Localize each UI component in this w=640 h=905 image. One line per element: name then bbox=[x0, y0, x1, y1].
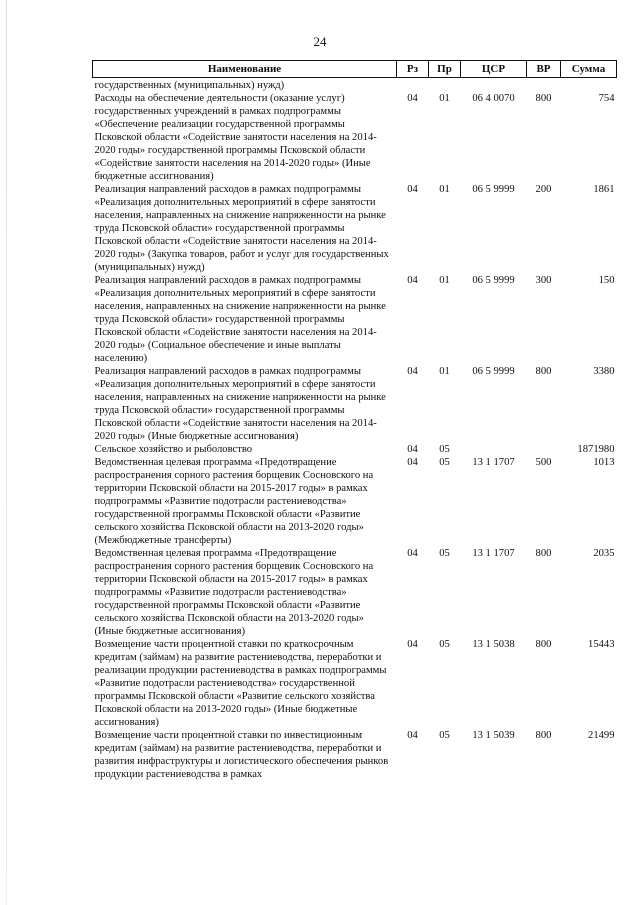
row-sum bbox=[561, 78, 617, 93]
row-sum: 1871980 bbox=[577, 444, 615, 455]
row-name: государственных (муниципальных) нужд) bbox=[94, 80, 285, 91]
row-name: Расходы на обеспечение деятельности (оказание услуг) государственных учреждений в рамках подпрограммы «Обеспечение реализации государственной программы Псковской области «Содействие занятости населения на 2014-2020 годы» государственной программы Псковской области «Содействие занятости населения на 2014-2020 годы» (Иные бюджетные ассигнования) bbox=[94, 93, 377, 182]
row-name: Возмещение части процентной ставки по краткосрочным кредитам (займам) на развитие растениеводства, переработки и реализации продукции растениеводства в рамках подпрограммы «Развитие подотрасли растениеводства» государственной программы Псковской области «Развитие сельского хозяйства Псковской области на 2013-2020 годы» (Иные бюджетные ассигнования) bbox=[94, 639, 387, 728]
header-row bbox=[93, 61, 617, 78]
row-pr: 01 bbox=[439, 93, 450, 104]
row-sum: 150 bbox=[598, 275, 615, 286]
page-number: 24 bbox=[313, 34, 327, 49]
row-sum: 15443 bbox=[588, 639, 615, 650]
row-vr bbox=[527, 78, 561, 93]
scan-edge-mark bbox=[6, 0, 7, 905]
table-row bbox=[93, 92, 617, 183]
row-rz: 04 bbox=[407, 730, 418, 741]
table-row bbox=[93, 274, 617, 365]
row-sum: 21499 bbox=[588, 730, 615, 741]
header-csr: ЦСР bbox=[461, 61, 527, 78]
row-name: Ведомственная целевая программа «Предотвращение распространения сорного растения борщевик Сосновского на территории Псковской области на 2015-2017 годы» в рамках подпрограммы «Развитие подотрасли растениеводства» государственной программы Псковской области «Развитие сельского хозяйства Псковской области на 2013-2020 годы» (Межбюджетные трансферты) bbox=[94, 457, 374, 546]
row-rz: 04 bbox=[407, 457, 418, 468]
row-name: Реализация направлений расходов в рамках подпрограммы «Реализация дополнительных мероприятий в сфере занятости населения, направленных на снижение напряженности на рынке труда Псковской области» государственной программы Псковской области «Содействие занятости населения на 2014-2020 годы» (Иные бюджетные ассигнования) bbox=[94, 366, 386, 442]
row-sum: 3380 bbox=[593, 366, 615, 377]
row-rz: 04 bbox=[407, 93, 418, 104]
row-sum: 1861 bbox=[593, 184, 615, 195]
row-csr bbox=[461, 78, 527, 93]
row-csr: 13 1 1707 bbox=[472, 457, 515, 468]
row-pr: 05 bbox=[439, 639, 450, 650]
row-vr bbox=[527, 443, 561, 456]
row-vr: 800 bbox=[535, 93, 552, 104]
row-name: Реализация направлений расходов в рамках подпрограммы «Реализация дополнительных мероприятий в сфере занятости населения, направленных на снижение напряженности на рынке труда Псковской области» государственной программы Псковской области «Содействие занятости населения на 2014-2020 годы» (Закупка товаров, работ и услуг для государственных (муниципальных) нужд) bbox=[94, 184, 389, 273]
row-vr: 800 bbox=[535, 548, 552, 559]
row-sum: 2035 bbox=[593, 548, 615, 559]
row-pr: 05 bbox=[439, 444, 450, 455]
row-pr: 05 bbox=[439, 457, 450, 468]
row-pr: 05 bbox=[439, 548, 450, 559]
row-rz: 04 bbox=[407, 366, 418, 377]
row-csr: 13 1 5039 bbox=[472, 730, 515, 741]
row-pr: 01 bbox=[439, 275, 450, 286]
table-header bbox=[93, 61, 617, 78]
table-row bbox=[93, 183, 617, 274]
row-pr bbox=[429, 78, 461, 93]
table-body bbox=[93, 78, 617, 782]
row-vr: 200 bbox=[535, 184, 552, 195]
row-sum: 754 bbox=[598, 93, 615, 104]
row-rz bbox=[397, 78, 429, 93]
row-rz: 04 bbox=[407, 639, 418, 650]
budget-table-container bbox=[92, 60, 616, 781]
row-name: Реализация направлений расходов в рамках подпрограммы «Реализация дополнительных мероприятий в сфере занятости населения, направленных на снижение напряженности на рынке труда Псковской области» государственной программы Псковской области «Содействие занятости населения на 2014-2020 годы» (Социальное обеспечение и иные выплаты населению) bbox=[94, 275, 386, 364]
row-vr: 800 bbox=[535, 730, 552, 741]
header-rz: Рз bbox=[397, 61, 429, 78]
row-rz: 04 bbox=[407, 184, 418, 195]
row-csr: 06 5 9999 bbox=[472, 184, 515, 195]
header-pr: Пр bbox=[429, 61, 461, 78]
header-sum: Сумма bbox=[561, 61, 617, 78]
header-vr: ВР bbox=[527, 61, 561, 78]
row-name: Возмещение части процентной ставки по инвестиционным кредитам (займам) на развитие растениеводства, переработки и развития инфраструктуры и логистического обеспечения рынков продукции растениеводства в рамках bbox=[94, 730, 389, 780]
row-rz: 04 bbox=[407, 444, 418, 455]
row-rz: 04 bbox=[407, 275, 418, 286]
row-sum: 1013 bbox=[593, 457, 615, 468]
row-pr: 01 bbox=[439, 366, 450, 377]
table-row bbox=[93, 78, 617, 93]
row-rz: 04 bbox=[407, 548, 418, 559]
row-name: Сельское хозяйство и рыболовство bbox=[94, 444, 253, 455]
row-csr: 06 4 0070 bbox=[472, 93, 515, 104]
row-vr: 500 bbox=[535, 457, 552, 468]
row-pr: 05 bbox=[439, 730, 450, 741]
table-row bbox=[93, 729, 617, 781]
header-name: Наименование bbox=[93, 61, 397, 78]
row-csr: 06 5 9999 bbox=[472, 275, 515, 286]
table-row bbox=[93, 365, 617, 443]
row-csr: 06 5 9999 bbox=[472, 366, 515, 377]
budget-table bbox=[92, 60, 617, 781]
row-csr: 13 1 1707 bbox=[472, 548, 515, 559]
row-csr bbox=[461, 443, 527, 456]
row-pr: 01 bbox=[439, 184, 450, 195]
row-vr: 300 bbox=[535, 275, 552, 286]
row-vr: 800 bbox=[535, 366, 552, 377]
table-row bbox=[93, 456, 617, 547]
table-row bbox=[93, 547, 617, 638]
row-name: Ведомственная целевая программа «Предотвращение распространения сорного растения борщевик Сосновского на территории Псковской области на 2015-2017 годы» в рамках подпрограммы «Развитие подотрасли растениеводства» государственной программы Псковской области «Развитие сельского хозяйства Псковской области на 2013-2020 годы» (Иные бюджетные ассигнования) bbox=[94, 548, 374, 637]
table-row bbox=[93, 638, 617, 729]
table-row bbox=[93, 443, 617, 456]
row-vr: 800 bbox=[535, 639, 552, 650]
row-csr: 13 1 5038 bbox=[472, 639, 515, 650]
